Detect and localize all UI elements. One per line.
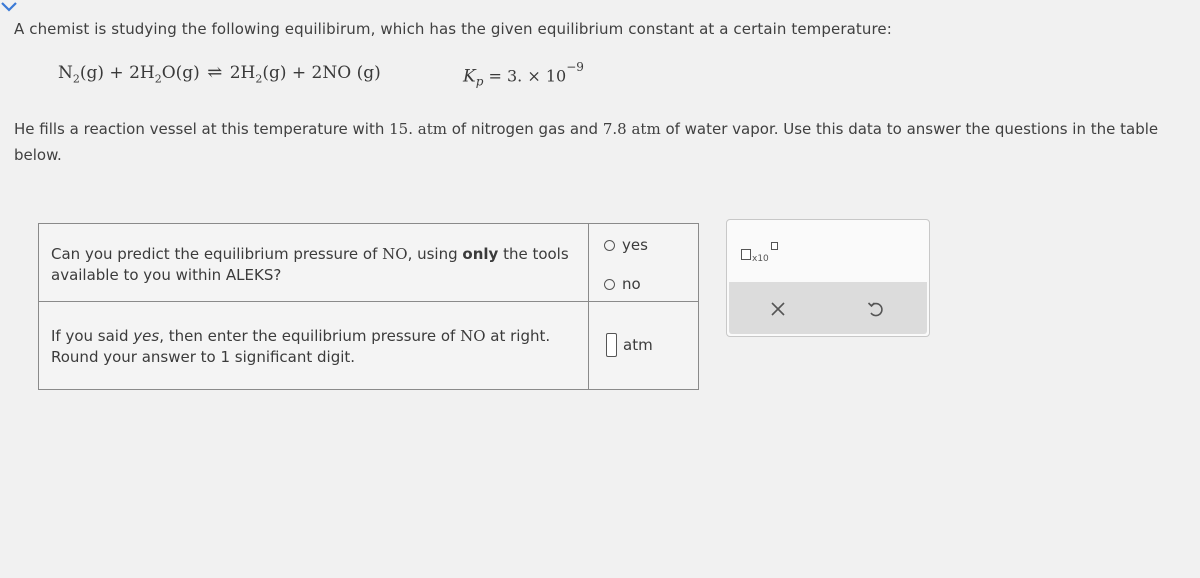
para-text-3: of water vapor. Use this data to answer the questions in the table below.: [14, 120, 1159, 164]
mantissa-box-icon: [741, 249, 751, 260]
x10-label: x10: [752, 254, 769, 264]
exponent-box-icon: [771, 242, 778, 250]
unit-label: atm: [623, 336, 653, 354]
reaction-equation: $N_2(g) + 2H_2O(g)$ ⇌ $2H_2(g) + 2NO$ (g): [58, 62, 381, 86]
chevron-down-icon[interactable]: [0, 0, 18, 14]
tool-panel: [726, 219, 930, 337]
radio-circle-icon[interactable]: [604, 240, 615, 251]
tool-action-bar: [729, 282, 927, 334]
para-text-2: of nitrogen gas and: [446, 120, 603, 138]
no-species: NO: [382, 245, 408, 263]
q2-text-mid: , then enter the equilibrium pressure of: [159, 327, 461, 345]
equilibrium-constant: [463, 60, 584, 89]
radio-circle-icon[interactable]: [604, 279, 615, 290]
q1-text-post: the tools available to you within ALEKS?: [51, 245, 569, 284]
q2-text: If you said: [51, 327, 134, 345]
radio-no[interactable]: [604, 275, 641, 293]
kp-exponent: −9: [566, 60, 584, 74]
question-row-2: [39, 302, 698, 390]
q2-italic: yes: [133, 327, 160, 345]
question-2-text: [51, 326, 586, 368]
intro-text: A chemist is studying the following equilibirum, which has the given equilibrium constant at a certain temperature:: [14, 20, 892, 38]
pressure-answer-input[interactable]: [606, 333, 617, 357]
q1-bold: only: [462, 245, 499, 263]
question-row-1: [39, 224, 698, 302]
q1-text: Can you predict the equilibrium pressure of: [51, 245, 383, 263]
h2o-pressure: 7.8 atm: [602, 120, 661, 138]
undo-icon[interactable]: [865, 298, 887, 320]
no-species: NO: [460, 327, 486, 345]
n2-pressure: 15. atm: [389, 120, 447, 138]
radio-no-label: no: [622, 275, 641, 293]
radio-yes-label: yes: [622, 236, 648, 254]
para-text-1: He fills a reaction vessel at this temperature with: [14, 120, 390, 138]
problem-paragraph: [14, 116, 1184, 168]
q2-text-post: at right. Round your answer to 1 significant digit.: [51, 327, 551, 366]
radio-yes[interactable]: [604, 236, 648, 254]
column-divider: [588, 224, 589, 389]
kp-subscript: p: [475, 74, 484, 89]
kp-value: = 3. × 10: [488, 66, 567, 86]
scientific-notation-button[interactable]: [741, 240, 781, 264]
q1-text-mid: , using: [407, 245, 463, 263]
kp-symbol: K: [463, 66, 476, 87]
question-table: [38, 223, 699, 390]
question-1-text: [51, 244, 571, 286]
close-icon[interactable]: [767, 298, 789, 320]
